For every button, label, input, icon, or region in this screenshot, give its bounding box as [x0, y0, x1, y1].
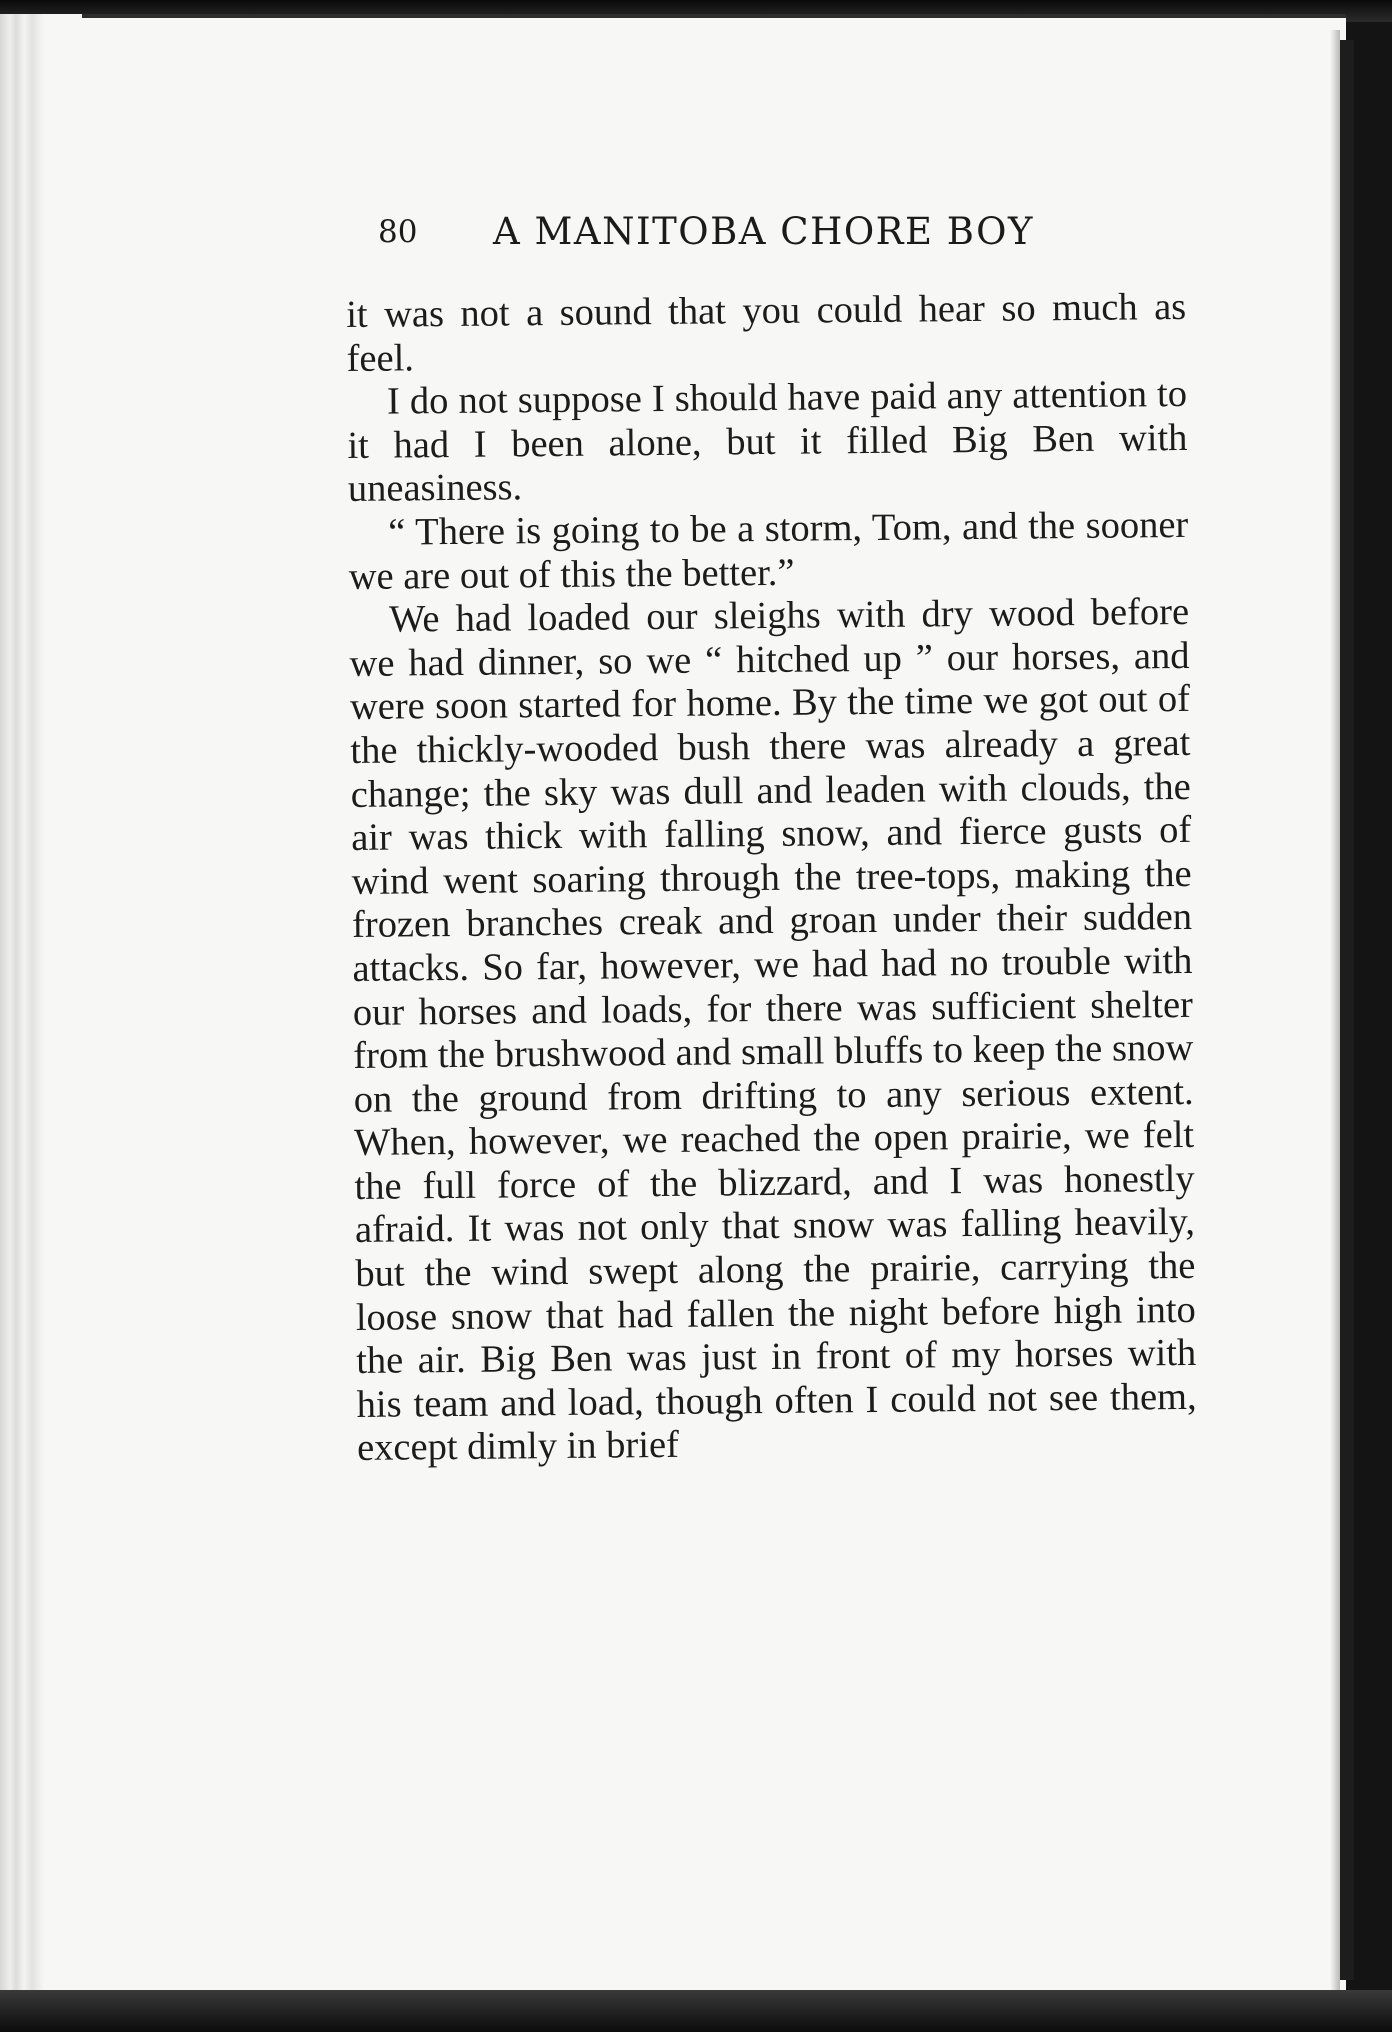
paragraph-1: it was not a sound that you could hear so much as feel.	[346, 285, 1187, 380]
paragraph-2: I do not suppose I should have paid any attention to it had I been alone, but it filled Big Ben with uneasiness.	[347, 373, 1188, 511]
page-number: 80	[378, 214, 418, 250]
page-stack-edge	[0, 14, 82, 2004]
page-header	[378, 210, 1078, 270]
scan-right-edge	[1340, 40, 1354, 1980]
paragraph-4: We had loaded our sleighs with dry wood before we had dinner, so we “ hitched up ” our horses, and were soon started for home. By the time we got out of the thickly-wooded bush there was already a great change; the sky was dull and leaden with clouds, the air was thick with falling snow, and fierce gusts of wind went soaring through the tree-tops, making the frozen branches creak and groan under their sudden attacks. So far, however, we had had no trouble with our horses and loads, for there was sufficient shelter from the brushwood and small bluffs to keep the snow on the ground from drifting to any serious extent. When, however, we reached the open prairie, we felt the full force of the blizzard, and I was honestly afraid. It was not only that snow was falling heavily, but the wind swept along the prairie, carrying the loose snow that had fallen the night before high into the air. Big Ben was just in front of my horses with his team and load, though often I could not see them, except dimly in brief	[349, 591, 1197, 1470]
page-body-text	[346, 286, 1197, 1471]
gutter-shadow	[1330, 30, 1340, 1990]
running-title: A MANITOBA CHORE BOY	[493, 210, 1034, 253]
paragraph-3: “ There is going to be a storm, Tom, and the sooner we are out of this the better.”	[348, 503, 1189, 598]
scan-bottom-edge	[0, 1990, 1392, 2032]
